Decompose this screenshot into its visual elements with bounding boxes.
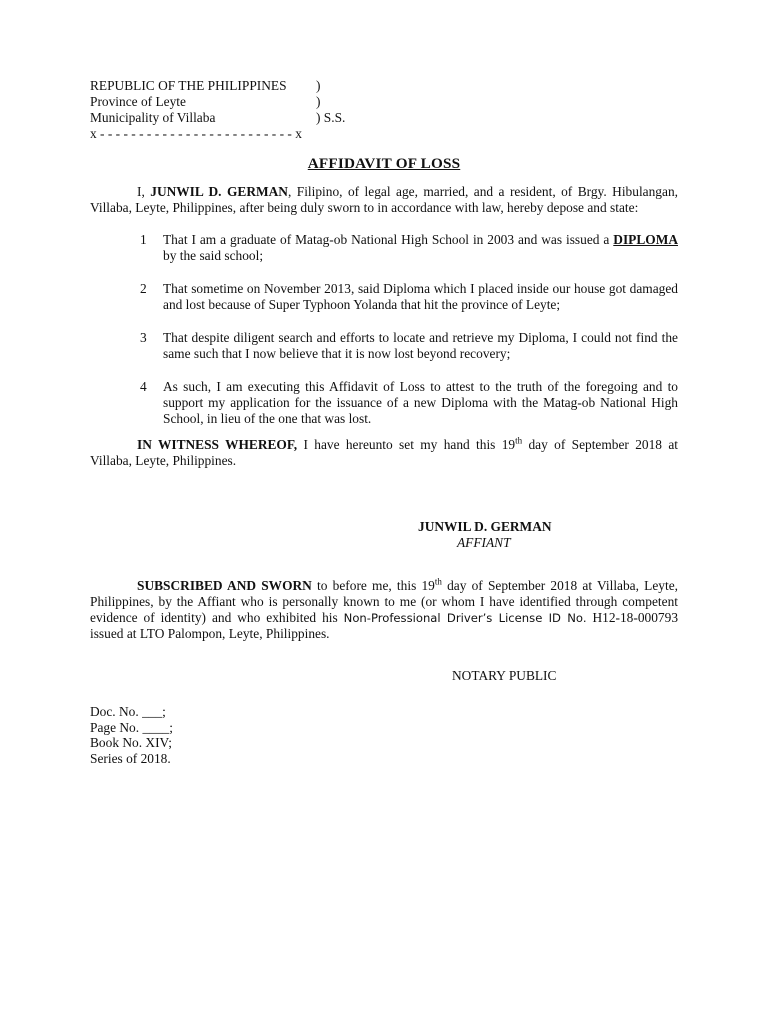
statement-number: 2 bbox=[140, 281, 147, 296]
series-year: Series of 2018. bbox=[90, 750, 171, 766]
signature-role: AFFIANT bbox=[457, 535, 511, 550]
statement-number: 1 bbox=[140, 232, 147, 247]
statement-item bbox=[90, 232, 678, 264]
jurat-text-end: H12-18-000793 issued at LTO Palompon, Leyte, Philippines. bbox=[90, 610, 679, 641]
venue-province-text: Province of Leyte bbox=[90, 94, 186, 109]
venue-separator: x - - - - - - - - - - - - - - - - - - - - - - - - - x bbox=[90, 126, 302, 141]
affidavit-document bbox=[90, 78, 678, 766]
intro-prefix: I, bbox=[137, 184, 151, 199]
jurat-ordinal: th bbox=[434, 576, 442, 587]
venue-block bbox=[90, 78, 678, 142]
statement-text-end: by the said school; bbox=[163, 248, 264, 263]
witness-text: I have hereunto set my hand this 19 bbox=[297, 437, 516, 452]
venue-republic-text: REPUBLIC OF THE PHILIPPINES bbox=[90, 78, 287, 93]
signature-name: JUNWIL D. GERMAN bbox=[418, 519, 552, 534]
statement-text: That sometime on November 2013, said Diploma which I placed inside our house got damaged and lost because of Super Typhoon Yolanda that hit the province of Leyte; bbox=[163, 281, 678, 312]
statement-list bbox=[90, 232, 678, 427]
statement-number: 3 bbox=[140, 330, 147, 345]
jurat-text-mid: day of September 2018 at Villaba, Leyte, Philippines, by the Affiant who is personally known to me (or whom I have identified through competent evidence of identity) and who exhibited his bbox=[90, 578, 678, 625]
venue-municipality-text: Municipality of Villaba bbox=[90, 110, 216, 125]
venue-municipality-paren: ) S.S. bbox=[316, 110, 346, 125]
signature-block bbox=[418, 519, 578, 551]
notary-public-label: NOTARY PUBLIC bbox=[452, 668, 557, 683]
statement-item bbox=[90, 281, 678, 313]
doc-number: Doc. No. ___; bbox=[90, 704, 166, 719]
venue-province-paren: ) bbox=[316, 94, 321, 109]
notarial-register bbox=[90, 704, 678, 766]
witness-lead: IN WITNESS WHEREOF, bbox=[137, 437, 298, 452]
license-text: Non-Professional Driver’s License ID No. bbox=[343, 611, 587, 625]
statement-text: As such, I am executing this Affidavit of Loss to attest to the truth of the foregoing and to support my application for the issuance of a new Diploma with the Matag-ob National High School, in lieu of the one that was lost. bbox=[163, 379, 678, 426]
statement-text: That I am a graduate of Matag-ob National High School in 2003 and was issued a bbox=[163, 232, 614, 247]
page-number: Page No. ____; bbox=[90, 719, 173, 735]
statement-item bbox=[90, 379, 678, 427]
statement-item bbox=[90, 330, 678, 362]
jurat-paragraph bbox=[90, 578, 678, 642]
jurat-lead: SUBSCRIBED AND SWORN bbox=[137, 578, 312, 593]
affiant-name-inline: JUNWIL D. GERMAN bbox=[150, 184, 288, 199]
diploma-emphasis: DIPLOMA bbox=[613, 232, 678, 247]
venue-municipality bbox=[90, 110, 678, 126]
document-title: AFFIDAVIT OF LOSS bbox=[307, 155, 461, 172]
statement-text: That despite diligent search and efforts to locate and retrieve my Diploma, I could not find the same such that I now believe that it is now lost beyond recovery; bbox=[163, 330, 678, 361]
intro-paragraph bbox=[90, 184, 678, 216]
statement-number: 4 bbox=[140, 379, 147, 394]
witness-ordinal: th bbox=[515, 435, 523, 446]
venue-republic bbox=[90, 78, 678, 94]
witness-paragraph bbox=[90, 437, 678, 469]
book-number: Book No. XIV; bbox=[90, 735, 172, 750]
jurat-text: to before me, this 19 bbox=[311, 578, 435, 593]
venue-republic-paren: ) bbox=[316, 78, 321, 93]
intro-rest: , Filipino, of legal age, married, and a resident, of Brgy. Hibulangan, Villaba, Leyte, Philippines, after being duly sworn to in accordance with law, hereby depose and state: bbox=[90, 184, 678, 215]
venue-province bbox=[90, 94, 678, 110]
witness-text-end: day of September 2018 at Villaba, Leyte, Philippines. bbox=[90, 437, 678, 468]
